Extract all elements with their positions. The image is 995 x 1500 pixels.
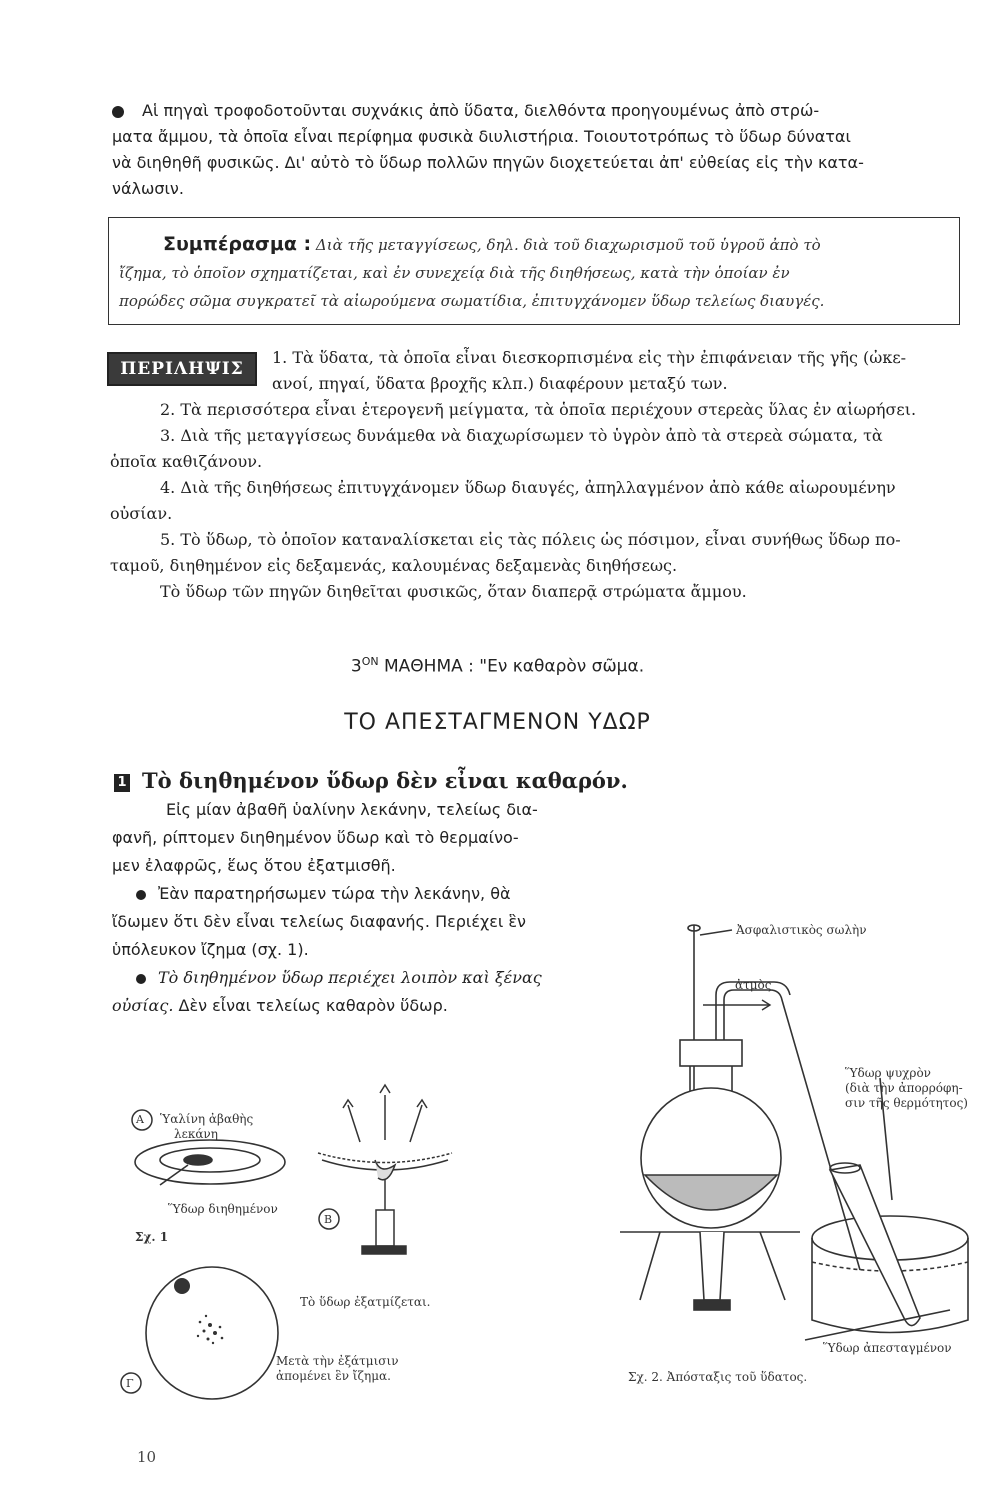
label-cold-water	[845, 1066, 968, 1111]
heating-drawing	[318, 1085, 452, 1254]
conclusion-line: ἴζημα, τὸ ὁποῖον σχηματίζεται, καὶ ἐν συνεχείᾳ διὰ τῆς διηθήσεως, κατὰ τὴν ὁποίαν ἐν	[119, 264, 790, 282]
page-title: ΤΟ ΑΠΕΣΤΑΓΜΕΝΟΝ ΥΔΩΡ	[344, 710, 651, 735]
summary-item: 3. Διὰ τῆς μεταγγίσεως δυνάμεθα νὰ διαχωρίσωμεν τὸ ὑγρὸν ἀπὸ τὰ στερεὰ σώματα, τὰ	[160, 426, 883, 445]
conclusion-line: πορώδες σῶμα συγκρατεῖ τὰ αἰωρούμενα σωματίδια, ἐπιτυγχάνομεν ὕδωρ τελείως διαυγές.	[119, 292, 825, 310]
label-evaporates: Τὸ ὕδωρ ἐξατμίζεται.	[300, 1295, 431, 1309]
summary-item: 2. Τὰ περισσότερα εἶναι ἑτερογενῆ μείγματα, τὰ ὁποῖα περιέχουν στερεὰς ὕλας ἐν αἰωρήσει.	[160, 400, 917, 419]
summary-item: ταμοῦ, διηθημένον εἰς δεξαμενάς, καλουμένας δεξαμενὰς διηθήσεως.	[110, 556, 678, 575]
lesson-number: 3	[350, 656, 362, 677]
summary-item: ὁποῖα καθιζάνουν.	[110, 452, 263, 471]
body-line: Εἰς μίαν ἀβαθῆ ὑαλίνην λεκάνην, τελείως δια-	[166, 800, 538, 819]
body-italic: οὐσίας.	[112, 996, 174, 1015]
label-cold-2: (διὰ τὴν ἀπορρόφη-	[845, 1081, 963, 1095]
circle-g-label: Γ	[126, 1377, 134, 1390]
circle-b-label: B	[324, 1213, 333, 1226]
summary-item: 1. Τὰ ὕδατα, τὰ ὁποῖα εἶναι διεσκορπισμένα εἰς τὴν ἐπιφάνειαν τῆς γῆς (ὠκε-	[272, 348, 907, 367]
section-heading-text: Τὸ διηθημένον ὕδωρ δὲν εἶναι καθαρόν.	[142, 768, 628, 793]
body-line: Ἐὰν παρατηρήσωμεν τώρα τὴν λεκάνην, θὰ	[158, 884, 511, 903]
label-safety-tube: Ἀσφαλιστικὸς σωλὴν	[736, 923, 867, 937]
label-residue-2: ἀπομένει ἓν ἴζημα.	[276, 1369, 391, 1383]
basin-drawing	[135, 1140, 285, 1185]
lesson-text: ΜΑΘΗΜΑ : "Εν καθαρὸν σῶμα.	[378, 656, 645, 677]
label-water: Ὕδωρ διηθημένον	[168, 1202, 278, 1216]
residue-drawing	[146, 1267, 278, 1399]
arrow-icons	[703, 1000, 770, 1010]
body-line: ἴδωμεν ὅτι δὲν εἶναι τελείως διαφανής. Περιέχει ἓν	[112, 912, 526, 931]
figure1-label: Σχ. 1	[135, 1230, 169, 1244]
label-basin-2: λεκάνη	[174, 1127, 218, 1141]
body-line: φανῆ, ρίπτομεν διηθημένον ὕδωρ καὶ τὸ θερμαίνο-	[112, 828, 519, 847]
body-line: ὑπόλευκον ἴζημα (σχ. 1).	[112, 940, 309, 959]
label-cold-1: Ὕδωρ ψυχρὸν	[845, 1066, 931, 1080]
label-steam: ἀτμὸς	[735, 978, 772, 992]
distillation-drawing	[620, 925, 968, 1340]
intro-line: νάλωσιν.	[112, 179, 184, 198]
summary-item: 4. Διὰ τῆς διηθήσεως ἐπιτυγχάνομεν ὕδωρ διαυγές, ἀπηλλαγμένον ἀπὸ κάθε αἰωρουμένην	[160, 478, 896, 497]
intro-line: νὰ διηθηθῆ φυσικῶς. Δι' αὐτὸ τὸ ὕδωρ πολλῶν πηγῶν διοχετεύεται ἀπ' εὐθείας εἰς τὴν κατα-	[112, 153, 864, 172]
summary-item: ανοί, πηγαί, ὕδατα βροχῆς κλπ.) διαφέρουν μεταξύ των.	[272, 374, 728, 393]
summary-item: 5. Τὸ ὕδωρ, τὸ ὁποῖον καταναλίσκεται εἰς τὰς πόλεις ὡς πόσιμον, εἶναι συνήθως ὕδωρ πο-	[160, 530, 901, 549]
body-italic: Τὸ διηθημένον ὕδωρ περιέχει λοιπὸν καὶ ξένας	[158, 968, 542, 987]
lesson-sup: ΟΝ	[361, 655, 379, 668]
label-residue	[276, 1354, 398, 1384]
summary-item: Τὸ ὕδωρ τῶν πηγῶν διηθεῖται φυσικῶς, ὅταν διαπερᾷ στρώματα ἄμμου.	[160, 582, 747, 601]
section-number: 1	[114, 774, 130, 792]
figure2-caption: Σχ. 2. Ἀπόσταξις τοῦ ὕδατος.	[628, 1370, 808, 1384]
conclusion-heading: Συμπέρασμα :	[163, 233, 312, 255]
label-cold-3: σιν τῆς θερμότητος)	[845, 1096, 968, 1110]
circle-a-label: A	[136, 1113, 144, 1126]
label-basin-1: Ὑαλίνη ἀβαθὴς	[160, 1112, 254, 1126]
body-line: Δὲν εἶναι τελείως καθαρὸν ὕδωρ.	[173, 996, 448, 1015]
intro-line: ματα ἄμμου, τὰ ὁποῖα εἶναι περίφημα φυσικὰ διυλιστήρια. Τοιουτοτρόπως τὸ ὕδωρ δύναται	[112, 127, 851, 146]
summary-label: ΠΕΡΙΛΗΨΙΣ	[107, 352, 257, 386]
summary-item: οὐσίαν.	[110, 504, 173, 523]
page-number: 10	[137, 1448, 157, 1466]
label-residue-1: Μετὰ τὴν ἐξάτμισιν	[276, 1354, 399, 1368]
conclusion-line: Διὰ τῆς μεταγγίσεως, δηλ. διὰ τοῦ διαχωρισμοῦ τοῦ ὑγροῦ ἀπὸ τὸ	[315, 236, 821, 254]
body-line: μεν ἐλαφρῶς, ἕως ὅτου ἐξατμισθῆ.	[112, 856, 396, 875]
label-basin	[160, 1112, 253, 1142]
intro-line: Αἱ πηγαὶ τροφοδοτοῦνται συχνάκις ἀπὸ ὕδατα, διελθόντα προηγουμένως ἀπὸ στρώ-	[142, 101, 820, 120]
label-distilled: Ὕδωρ ἀπεσταγμένον	[823, 1341, 952, 1355]
